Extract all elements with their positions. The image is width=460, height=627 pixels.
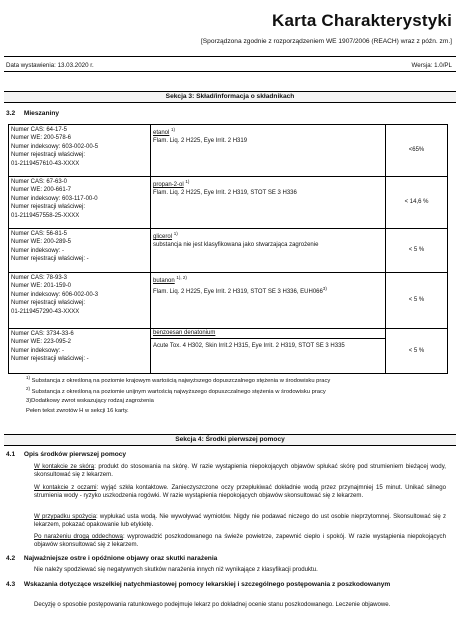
substance-name: benzoesan denatonium [153,330,216,336]
classification-value: Flam. Liq. 2 H225, Eye Irrit. 2 H319, STOT SE 3 H336, EUH066 [153,289,323,296]
section-3-bar: Sekcja 3: Skład/informacja o składnikach [4,91,456,103]
identifier-line: Numer indeksowy: - [11,347,65,354]
subsection-number: 4.1 [6,451,16,458]
ingestion-label: W przypadku spożycia [34,513,97,520]
substance-cell [151,229,386,273]
subsection-title: Mieszaniny [23,110,60,117]
substance-name: etanol [153,130,170,136]
mixture-table [8,124,448,374]
substance-name: butanon [153,278,175,284]
concentration-cell: < 5 % [386,273,448,329]
subsection-number: 4.3 [6,581,16,588]
subsection-4-3-text: Decyzję o sposobie postępowania ratunkowego podejmuje lekarz po dokładnej ocenie stanu poszkodowanego. Leczenie objawowe. [34,601,391,608]
classification-value: substancja nie jest klasyfikowana jako stwarzająca zagrożenie [153,242,319,249]
document-title: Karta Charakterystyki [272,11,452,30]
identifier-line: Numer CAS: 56-81-5 [11,231,68,237]
footnote-marker: 1) [185,179,190,184]
subsection-4-2-heading [6,555,217,563]
substance-cell [151,329,386,374]
table-row [9,125,448,177]
identifier-line: 01-2119457610-43-XXXX [11,160,80,167]
substance-name-line [153,230,383,241]
substance-name-line [153,178,383,189]
inhalation-text: : wyprowadzić poszkodowanego na świeże powietrze, zapewnić ciepło i spokój. W razie wystąpienia niepokojących objawów skonsultować się z lekarzem. [34,533,446,548]
table-row [9,177,448,229]
identifier-line: Numer CAS: 67-63-0 [11,179,68,185]
classification-value: Flam. Liq. 2 H225, Eye Irrit. 2 H319 [153,138,248,145]
subsection-4-1-heading [6,451,126,459]
substance-cell [151,125,386,177]
header-rule-top [4,56,456,57]
identifier-line: Numer WE: 200-578-6 [11,135,72,142]
identifiers-cell [9,177,151,229]
identifier-line: 01-2119457290-43-XXXX [11,308,80,315]
identifier-line: Numer rejestracji właściwej: [11,152,86,159]
table-row [9,273,448,329]
footnote-marker: 1) [173,231,178,236]
footnote-2-text: Substancja z określoną na poziomie unijnym wartością najwyższego dopuszczalnego stężenia w środowisku pracy [31,389,326,395]
footnote-marker: 1) [171,127,176,132]
classification-text [153,189,383,197]
identifiers-cell [9,329,151,374]
footnote-marker: 1), 2) [176,275,187,280]
concentration-cell: < 5 % [386,329,448,374]
identifier-line: Numer WE: 200-661-7 [11,187,72,194]
identifiers-cell [9,229,151,273]
identifier-line: Numer CAS: 78-93-3 [11,275,68,281]
identifier-line: Numer CAS: 64-17-5 [11,127,68,133]
identifier-line: Numer indeksowy: 606-002-00-3 [11,291,99,298]
identifier-line: Numer WE: 200-289-5 [11,239,72,246]
substance-cell [151,273,386,329]
eye-contact-text: : wyjąć szkła kontaktowe. Zanieczyszczone oczy przepłukiwać dokładnie wodą przez przynajmniej 15 minut. Unikać silnego strumienia wody - ryzyko uszkodzenia rogówki. W razie wystąpienia niepokojących objawów skonsultować się z lekarzem. [34,484,446,499]
subsection-title: Najważniejsze ostre i opóźnione objawy oraz skutki narażenia [23,555,218,562]
footnote-1-marker: 1) [26,375,31,381]
concentration-cell: < 14,6 % [386,177,448,229]
footnote-1 [26,377,446,385]
full-text-note: Pełen tekst zwrotów H w sekcji 16 karty. [26,408,129,414]
footnote-2-marker: 2) [26,386,31,392]
substance-name-line [153,274,383,285]
identifiers-cell [9,273,151,329]
subsection-title: Wskazania dotyczące wszelkiej natychmiastowej pomocy lekarskiej i szczególnego postępowania z poszkodowanym [23,581,391,588]
footnote-marker: 3) [322,286,327,292]
identifier-line: Numer indeksowy: - [11,247,65,254]
substance-name: propan-2-ol [153,182,184,188]
eye-contact-paragraph [34,484,446,500]
footnote-3: 3)Dodatkowy zwrot wskazujący rodzaj zagrożenia [26,398,154,404]
substance-cell [151,177,386,229]
identifiers-cell [9,125,151,177]
identifier-line: Numer indeksowy: 603-117-00-0 [11,195,98,202]
identifier-line: Numer rejestracji właściwej: - [11,256,89,263]
identifier-line: Numer CAS: 3734-33-6 [11,331,74,337]
identifier-line: Numer rejestracji właściwej: [11,204,86,211]
classification-text [153,137,383,145]
classification-text [153,285,383,296]
subsection-4-2-text: Nie należy spodziewać się negatywnych skutków narażenia innych niż wynikające z klasyfikacji produktu. [34,566,318,573]
identifier-line: Numer rejestracji właściwej: - [11,356,89,363]
identifier-line: Numer rejestracji właściwej: [11,300,86,307]
classification-value: Acute Tox. 4 H302, Skin Irrit.2 H315, Eye Irrit. 2 H319, STOT SE 3 H335 [153,343,345,350]
footnote-2 [26,388,446,396]
substance-name-line [151,329,385,339]
identifier-line: 01-2119457558-25-XXXX [11,212,80,219]
subsection-4-3-heading [6,581,446,589]
substance-name: glicerol [153,234,173,240]
document-subtitle: [Sporządzona zgodnie z rozporządzeniem WE 1907/2006 (REACH) wraz z późn. zm.] [200,38,452,45]
subsection-number: 3.2 [6,110,16,117]
inhalation-label: Po narażeniu drogą oddechową [34,533,123,540]
ingestion-text: : wypłukać usta wodą. Nie wywoływać wymiotów. Nigdy nie podawać niczego do ust osobie nieprzytomnej. Skonsultować się z lekarzem, pokazać opakowanie lub etykietę. [34,513,446,528]
issue-date: Data wystawienia: 13.03.2020 r. [6,62,94,69]
classification-text [153,241,383,249]
ingestion-paragraph [34,513,446,529]
identifier-line: Numer WE: 223-095-2 [11,339,72,346]
header-rule-bottom [4,71,456,72]
identifier-line: Numer indeksowy: 603-002-00-5 [11,143,99,150]
section-4-bar: Sekcja 4: Środki pierwszej pomocy [4,434,456,446]
substance-name-line [153,126,383,137]
table-row [9,329,448,374]
eye-contact-label: W kontakcie z oczami [34,484,97,491]
subsection-title: Opis środków pierwszej pomocy [23,451,127,458]
table-row [9,229,448,273]
issue-row [6,62,452,70]
skin-contact-text: : produkt do stosowania na skórę. W razie wystąpienia niepokojących objawów spłukać skórę pod strumieniem bieżącej wody, skonsultować się z lekarzem. [34,463,446,478]
subsection-3-2-heading [6,110,59,118]
inhalation-paragraph [34,533,446,549]
concentration-cell: < 5 % [386,229,448,273]
identifier-line: Numer WE: 201-159-0 [11,283,72,290]
subsection-number: 4.2 [6,555,16,562]
concentration-cell: <65% [386,125,448,177]
version: Wersja: 1.0/PL [411,62,452,69]
skin-contact-paragraph [34,463,446,479]
classification-value: Flam. Liq. 2 H225, Eye Irrit. 2 H319, STOT SE 3 H336 [153,190,297,197]
skin-contact-label: W kontakcie ze skórą [34,463,95,470]
classification-text [153,342,383,350]
footnote-1-text: Substancja z określoną na poziomie krajowym wartością najwyższego dopuszczalnego stężenia w środowisku pracy [31,378,331,384]
